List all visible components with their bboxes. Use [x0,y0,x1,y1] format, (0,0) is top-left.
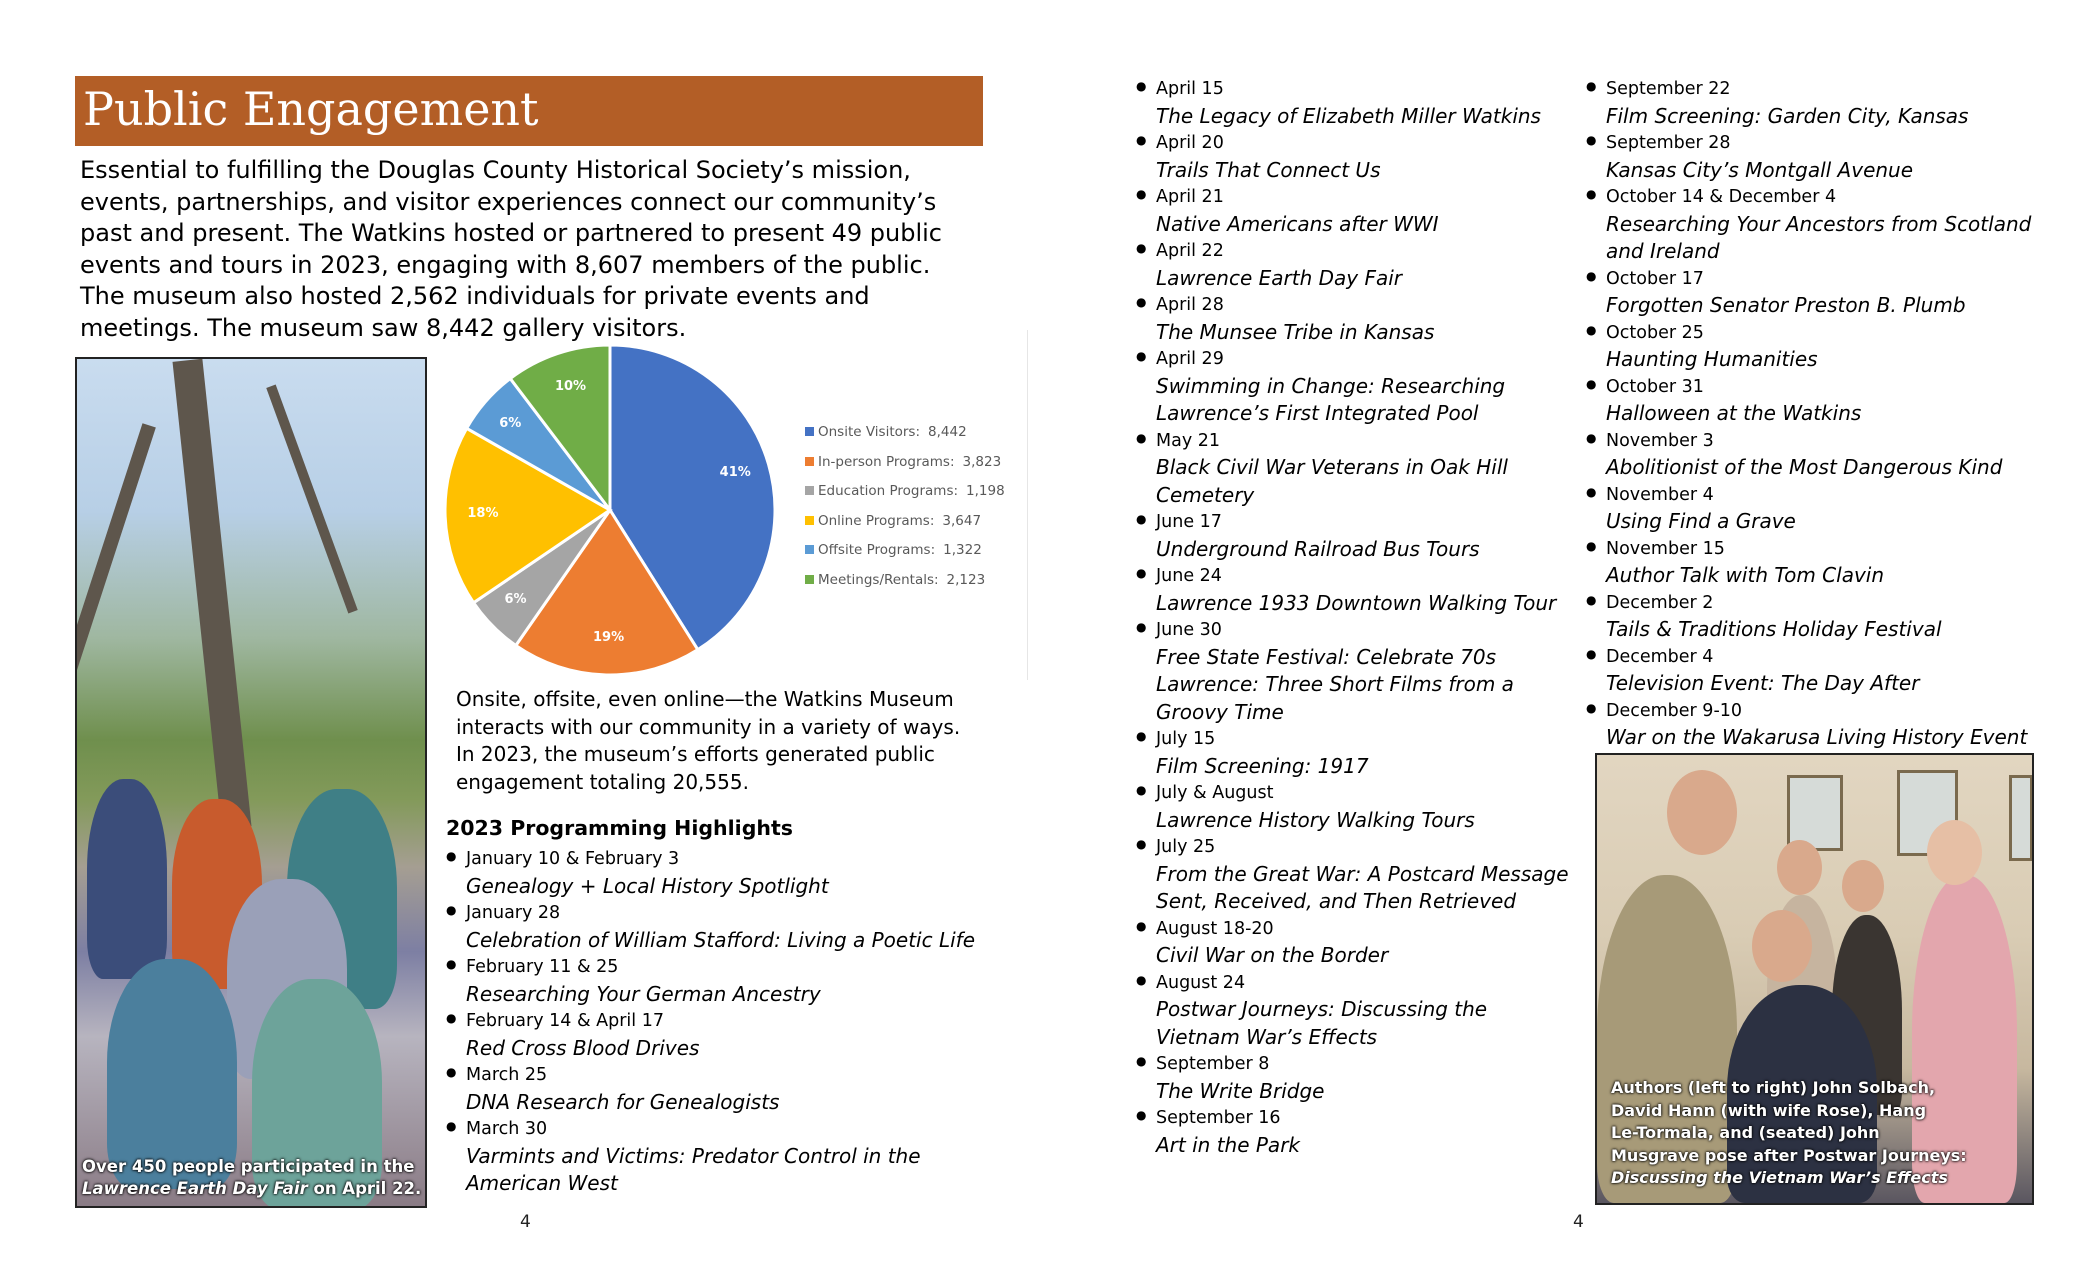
event-date: ● April 20 [1156,133,1224,153]
event-title: Using Find a Grave [1606,509,1796,533]
event-date: ● August 18-20 [1156,918,1274,939]
event-date: ● November 3 [1606,430,1714,451]
event-title: DNA Research for Genealogists [466,1089,780,1114]
event-title: Researching Your Ancestors from Scotland and Ireland [1606,211,2032,263]
event-title: Varmints and Victims: Predator Control in the American West [466,1143,921,1195]
event-date: ● February 14 & April 17 [466,1011,664,1031]
event-date: ● January 28 [466,903,561,923]
list-item [1586,76,2056,130]
list-item [1136,238,1576,292]
list-item [1136,617,1576,726]
tree-trunk [173,359,252,830]
legend-swatch [805,516,814,525]
list-item [1136,834,1576,916]
caption-line: on April 22. [307,1179,422,1198]
list-item [1586,184,2056,266]
legend-value: 3,647 [942,512,982,529]
person-head [1927,820,1982,885]
photo-caption [82,1156,421,1200]
programming-list-1 [446,846,1006,1198]
caption-line: Discussing the Vietnam War’s Effects [1611,1168,1948,1187]
person [107,959,237,1189]
event-title: Genealogy + Local History Spotlight [466,873,829,898]
list-item [446,846,1006,900]
event-title: The Legacy of Elizabeth Miller Watkins [1156,103,1541,128]
pie-slice-label: 18% [467,506,499,522]
event-title: Halloween at the Watkins [1606,401,1862,425]
tree-branch [75,423,156,675]
list-item [446,1062,1006,1116]
event-title: Lawrence History Walking Tours [1156,807,1475,832]
event-title: Postwar Journeys: Discussing the Vietnam War’s Effects [1156,997,1488,1049]
event-title: Red Cross Blood Drives [466,1035,700,1060]
event-title: From the Great War: A Postcard Message Sent, Received, and Then Retrieved [1156,861,1569,913]
list-item [1136,509,1576,563]
event-date: ● April 21 [1156,187,1224,207]
event-date: ● March 30 [466,1119,548,1139]
pie-slice-label: 6% [504,591,527,607]
legend-label: Offsite Programs: [818,542,936,558]
legend-swatch [805,575,814,584]
list-item [1586,536,2056,590]
event-date: ● July & August [1156,783,1274,803]
event-date: ● November 4 [1606,484,1714,505]
tree-branch [266,385,357,614]
event-date: ● December 4 [1606,646,1714,667]
list-item [1136,780,1576,834]
event-date: ● June 17 [1156,512,1222,532]
event-date: ● September 16 [1156,1108,1281,1128]
list-item [446,900,1006,954]
page-number-right: 4 [1573,1212,1584,1232]
legend-label: Meetings/Rentals: [818,571,939,588]
intro-paragraph: Essential to fulfilling the Douglas County Historical Society’s mission, events, partnerships, and visitor experiences connect our community’s past and present. The Watkins hosted or partnered to present 49 public events and tours in 2023, engaging with 8,607 members of the public. The museum also hosted 2,562 individuals for private events and meetings. The museum saw 8,442 gallery visitors. [80,156,942,342]
caption-line: Musgrave pose after Postwar Journeys: [1611,1145,1967,1165]
legend-item [805,424,967,440]
list-item [1136,563,1576,617]
event-title: The Write Bridge [1156,1078,1325,1103]
legend-item [805,454,1001,470]
person-head [1667,770,1737,855]
event-title: Forgotten Senator Preston B. Plumb [1606,293,1966,317]
page-number-left: 4 [520,1212,531,1232]
event-title: Art in the Park [1156,1132,1300,1157]
pie-slice-label: 10% [554,379,587,395]
list-item [1586,374,2056,428]
event-date: ● April 29 [1156,349,1224,369]
event-date: ● February 11 & 25 [466,957,619,977]
earth-day-photo [75,357,427,1208]
event-date: ● March 25 [466,1065,548,1085]
event-title: Kansas City’s Montgall Avenue [1606,157,1914,182]
programming-list-2 [1136,76,1576,1159]
list-item [1586,590,2056,644]
wall-frame [2009,775,2033,861]
legend-swatch [805,486,814,495]
legend-label: Education Programs: [818,483,959,499]
event-title: Researching Your German Ancestry [466,981,821,1006]
list-item [1586,428,2056,482]
caption-event-name: Lawrence Earth Day Fair [82,1179,308,1198]
event-date: ● April 15 [1156,79,1224,99]
list-item [1136,292,1576,346]
event-title: Free State Festival: Celebrate 70s Lawrence: Three Short Films from a Groovy Time [1156,644,1514,724]
event-date: ● April 22 [1156,241,1224,261]
caption-line: Over 450 people participated in the [82,1157,415,1176]
list-item [1136,726,1576,780]
pie-slice-label: 41% [719,465,751,481]
event-title: War on the Wakarusa Living History Event [1606,725,2028,749]
list-item [1136,1051,1576,1105]
caption-line: Authors (left to right) John Solbach, [1611,1078,1936,1097]
event-date: ● September 8 [1156,1054,1270,1074]
event-title: The Munsee Tribe in Kansas [1156,319,1435,344]
caption-line: Le-Tormala, and (seated) John [1611,1123,1880,1142]
person-head [1752,910,1812,982]
event-date: ● August 24 [1156,972,1246,993]
event-date: ● November 15 [1606,538,1725,559]
legend-label: Onsite Visitors: [818,424,921,440]
list-item [1136,1105,1576,1159]
event-title: Lawrence Earth Day Fair [1156,265,1402,290]
legend-item [805,513,981,529]
photo-caption [1611,1077,1967,1190]
event-title: Celebration of William Stafford: Living a Poetic Life [466,927,976,952]
event-date: ● September 28 [1606,133,1731,153]
legend-label: In-person Programs: [818,453,955,470]
legend-item [805,483,1005,499]
list-item [1136,346,1576,428]
event-date: ● July 15 [1156,729,1216,749]
event-title: Trails That Connect Us [1156,157,1381,182]
person-head [1842,860,1884,912]
pie-slice-label: 6% [499,416,522,432]
list-item [1586,266,2056,320]
divider [1027,330,1028,680]
event-date: ● July 25 [1156,837,1216,857]
legend-swatch [805,457,814,466]
pie-slice-label: 19% [593,629,625,645]
event-title: Tails & Traditions Holiday Festival [1606,617,1942,641]
list-item [1136,130,1576,184]
list-item [1586,130,2056,184]
event-date: ● October 17 [1606,268,1704,289]
legend-item [805,542,982,558]
caption-line: David Hann (with wife Rose), Hang [1611,1100,1927,1120]
legend-value: 8,442 [928,424,967,440]
list-item [1136,916,1576,970]
list-item [1586,482,2056,536]
event-date: ● October 25 [1606,322,1704,343]
event-title: Lawrence 1933 Downtown Walking Tour [1156,590,1557,615]
event-title: Native Americans after WWI [1156,211,1439,236]
list-item [1136,428,1576,510]
list-item [446,954,1006,1008]
person [87,779,167,979]
event-date: ● October 31 [1606,376,1704,397]
list-item [446,1116,1006,1198]
legend-item [805,572,985,588]
event-date: ● December 2 [1606,592,1714,613]
list-item [446,1008,1006,1062]
authors-photo [1595,753,2034,1205]
legend-swatch [805,427,814,436]
programming-list-3 [1586,76,2056,752]
event-title: Film Screening: 1917 [1156,753,1369,778]
event-date: ● December 9-10 [1606,700,1743,721]
event-date: ● June 24 [1156,566,1222,586]
event-title: Haunting Humanities [1606,347,1818,371]
list-item [1136,76,1576,130]
programming-heading: 2023 Programming Highlights [446,816,793,840]
event-title: Black Civil War Veterans in Oak Hill Cemetery [1156,455,1508,507]
event-date: ● January 10 & February 3 [466,849,680,869]
event-date: ● May 21 [1156,430,1221,451]
title-bar [75,76,983,146]
event-title: Television Event: The Day After [1606,671,1920,695]
list-item [1586,698,2056,752]
person-head [1777,840,1822,895]
list-item [1136,970,1576,1052]
event-title: Civil War on the Border [1156,943,1389,967]
engagement-summary: Onsite, offsite, even online—the Watkins Museum interacts with our community in a variety of ways. In 2023, the museum’s efforts generated public engagement totaling 20,555. [456,687,961,794]
list-item [1586,320,2056,374]
page-title: Public Engagement [83,82,539,136]
list-item [1136,184,1576,238]
event-date: ● September 22 [1606,79,1731,99]
list-item [1586,644,2056,698]
event-title: Underground Railroad Bus Tours [1156,536,1480,561]
event-title: Swimming in Change: Researching Lawrence’s First Integrated Pool [1156,373,1506,425]
legend-value: 2,123 [946,571,986,588]
event-title: Abolitionist of the Most Dangerous Kind [1606,455,2003,479]
event-date: ● June 30 [1156,620,1222,640]
event-title: Film Screening: Garden City, Kansas [1606,103,1969,128]
legend-value: 3,823 [962,453,1002,470]
legend-label: Online Programs: [818,512,935,529]
event-title: Author Talk with Tom Clavin [1606,563,1885,587]
event-date: ● October 14 & December 4 [1606,187,1837,207]
event-date: ● April 28 [1156,295,1224,315]
legend-swatch [805,545,814,554]
legend-value: 1,198 [966,483,1005,499]
legend-value: 1,322 [943,542,982,558]
